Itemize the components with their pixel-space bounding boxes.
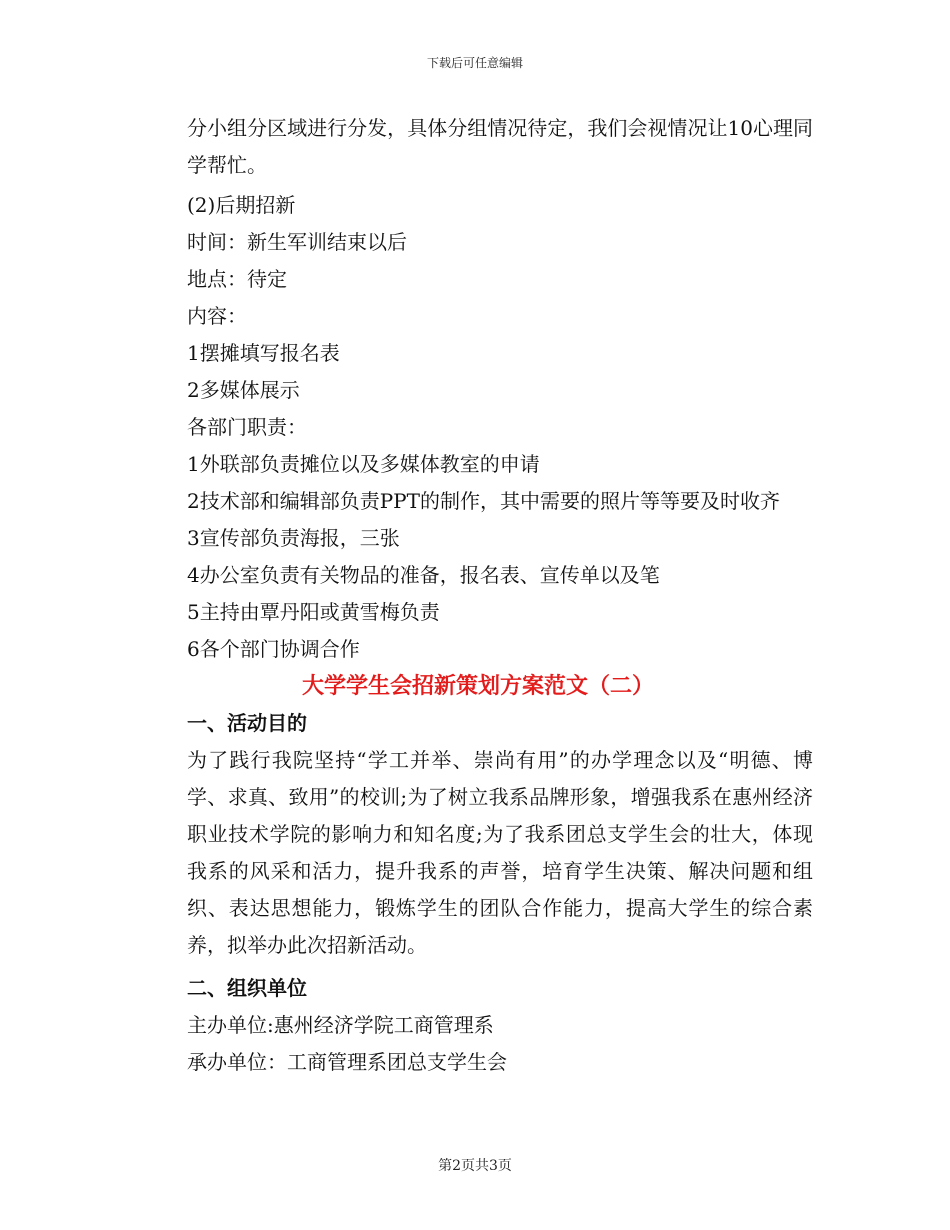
paragraph: 为了践行我院坚持“学工并举、崇尚有用”的办学理念以及“明德、博学、求真、致用”的校训;为了树立我系品牌形象，增强我系在惠州经济职业技术学院的影响力和知名度;为了我系团总支学生会的壮大，体现我系的风采和活力，提升我系的声誉，培育学生决策、解决问题和组织、表达思想能力，锻炼学生的团队合作能力，提高大学生的综合素养，拟举办此次招新活动。	[187, 748, 813, 957]
section-title: 大学学生会招新策划方案范文（二）	[301, 674, 654, 699]
subheading: (2)后期招新	[187, 193, 296, 217]
section-heading: 二、组织单位	[187, 976, 307, 1000]
section-heading: 一、活动目的	[187, 711, 307, 735]
list-item: 5主持由覃丹阳或黄雪梅负责	[187, 600, 440, 624]
paragraph: 内容：	[187, 304, 247, 328]
page-footer: 第2页共3页	[438, 1158, 512, 1174]
paragraph: 各部门职责：	[187, 415, 307, 439]
list-item: 4办公室负责有关物品的准备，报名表、宣传单以及笔	[187, 563, 660, 587]
document-body	[143, 110, 813, 1081]
list-item: 3宣传部负责海报，三张	[187, 526, 400, 550]
list-item: 6各个部门协调合作	[187, 637, 360, 661]
paragraph: 主办单位:惠州经济学院工商管理系	[187, 1013, 494, 1037]
list-item: 2技术部和编辑部负责PPT的制作，其中需要的照片等等要及时收齐	[187, 489, 780, 513]
paragraph: 时间：新生军训结束以后	[187, 230, 407, 254]
paragraph: 承办单位：工商管理系团总支学生会	[187, 1050, 507, 1074]
page-header: 下载后可任意编辑	[426, 56, 523, 70]
paragraph: 分小组分区域进行分发，具体分组情况待定，我们会视情况让10心理同学帮忙。	[187, 116, 813, 177]
list-item: 1摆摊填写报名表	[187, 341, 340, 365]
list-item: 2多媒体展示	[187, 378, 300, 402]
list-item: 1外联部负责摊位以及多媒体教室的申请	[187, 452, 540, 476]
paragraph: 地点：待定	[187, 267, 287, 291]
